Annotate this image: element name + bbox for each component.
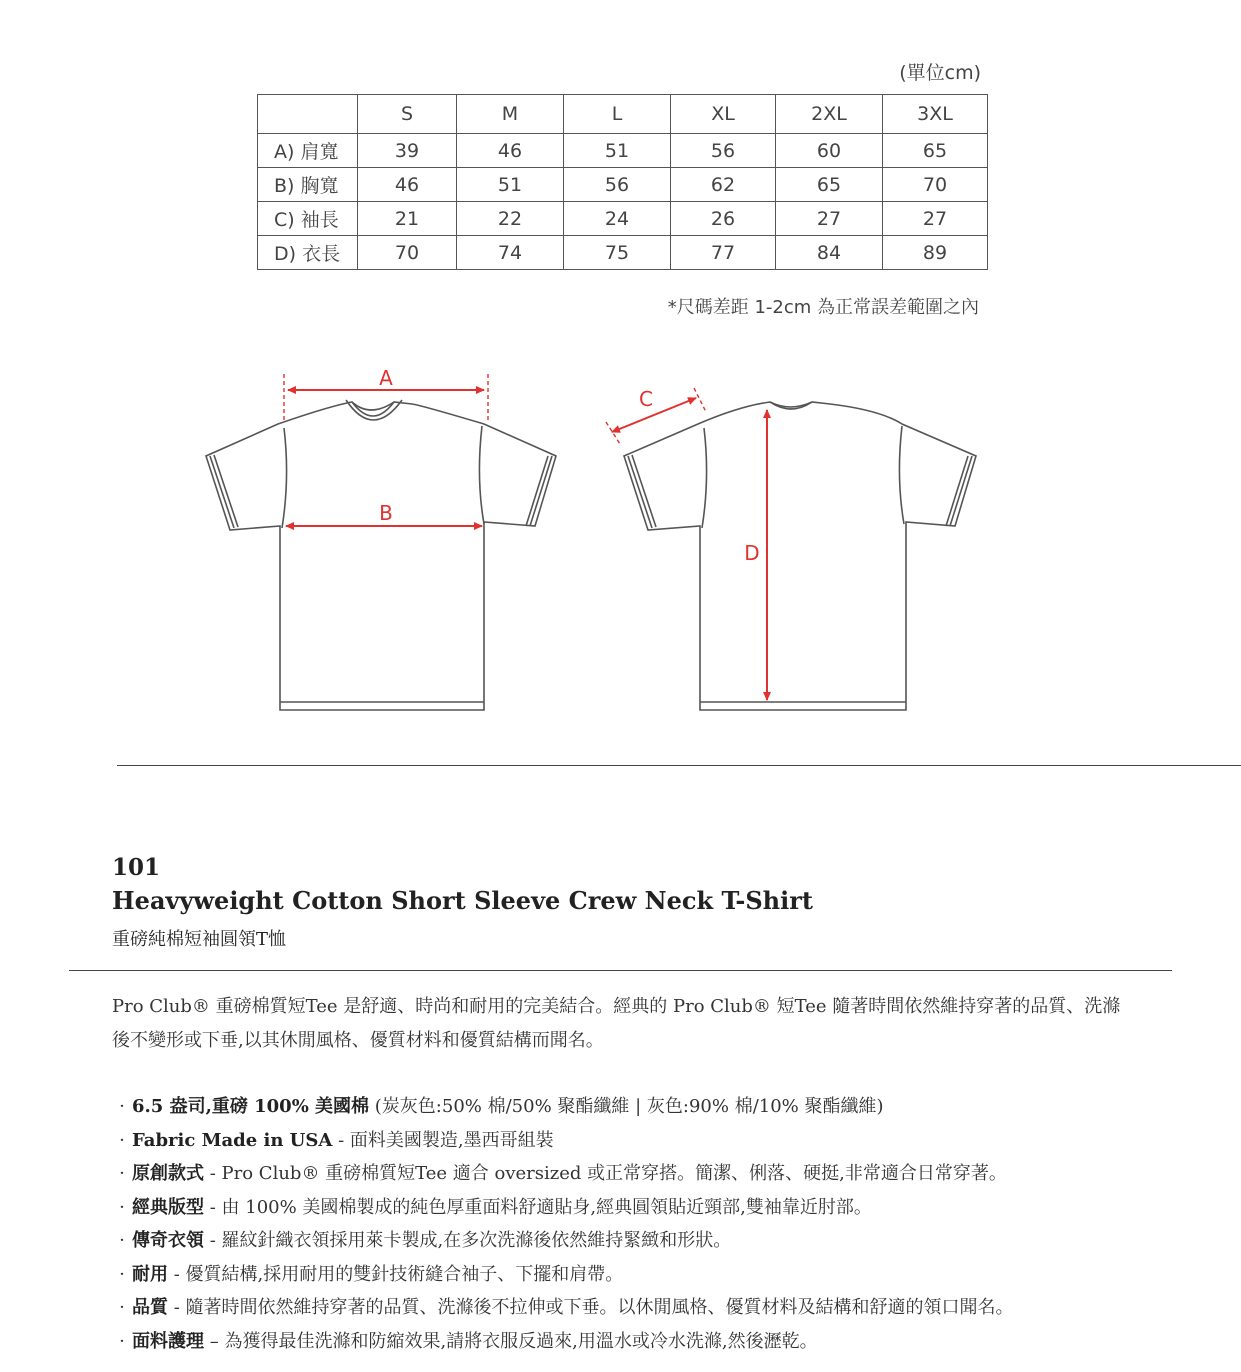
size-value: 24 [564, 202, 671, 236]
tshirt-measurement-diagram [180, 360, 1000, 720]
feature-title: 6.5 盎司,重磅 100% 美國棉 [132, 1096, 370, 1117]
section-divider [117, 765, 1241, 766]
feature-item: · 品質 - 隨著時間依然維持穿著的品質、洗滌後不拉伸或下垂。以休閒風格、優質材料及結構和舒適的領口聞名。 [119, 1297, 1014, 1318]
feature-list [112, 1090, 1222, 1358]
size-value: 74 [457, 236, 564, 270]
tshirt-back-outline [624, 402, 976, 710]
feature-text: - Pro Club® 重磅棉質短Tee 適合 oversized 或正常穿搭。簡潔、俐落、硬挺,非常適合日常穿著。 [204, 1163, 1007, 1184]
row-label: C) 袖長 [258, 202, 358, 236]
header-cell: L [564, 95, 671, 134]
size-chart-table [257, 94, 988, 270]
size-value: 51 [457, 168, 564, 202]
feature-text: - 隨著時間依然維持穿著的品質、洗滌後不拉伸或下垂。以休閒風格、優質材料及結構和舒適的領口聞名。 [168, 1297, 1014, 1318]
feature-title: 傳奇衣領 [132, 1230, 204, 1251]
feature-item: · 6.5 盎司,重磅 100% 美國棉 (炭灰色:50% 棉/50% 聚酯纖維 | 灰色:90% 棉/10% 聚酯纖維) [119, 1096, 884, 1117]
size-row-length [258, 236, 988, 270]
feature-text: – 為獲得最佳洗滌和防縮效果,請將衣服反過來,用溫水或冷水洗滌,然後瀝乾。 [204, 1330, 818, 1352]
feature-item: · 面料護理 – 為獲得最佳洗滌和防縮效果,請將衣服反過來,用溫水或冷水洗滌,然後瀝乾。 [119, 1330, 818, 1352]
feature-item: · 傳奇衣領 - 羅紋針織衣領採用萊卡製成,在多次洗滌後依然維持緊緻和形狀。 [119, 1230, 732, 1251]
size-value: 60 [776, 134, 883, 168]
size-value: 77 [671, 236, 776, 270]
header-cell: XL [671, 95, 776, 134]
size-value: 75 [564, 236, 671, 270]
header-cell: 2XL [776, 95, 883, 134]
feature-title: Fabric Made in USA [132, 1129, 333, 1151]
size-tolerance-note: *尺碼差距 1-2cm 為正常誤差範圍之內 [667, 297, 979, 318]
feature-text: - 羅紋針織衣領採用萊卡製成,在多次洗滌後依然維持緊緻和形狀。 [204, 1230, 732, 1251]
size-value: 46 [358, 168, 457, 202]
feature-item: · Fabric Made in USA - 面料美國製造,墨西哥組裝 [119, 1129, 554, 1151]
size-value: 26 [671, 202, 776, 236]
feature-title: 經典版型 [132, 1196, 204, 1218]
feature-text: (炭灰色:50% 棉/50% 聚酯纖維 | 灰色:90% 棉/10% 聚酯纖維) [369, 1096, 884, 1117]
size-header-row [258, 95, 988, 134]
header-cell [258, 95, 358, 134]
size-value: 56 [671, 134, 776, 168]
header-cell: 3XL [883, 95, 988, 134]
size-row-chest [258, 168, 988, 202]
size-row-shoulder [258, 134, 988, 168]
size-row-sleeve [258, 202, 988, 236]
size-value: 27 [776, 202, 883, 236]
product-title: Heavyweight Cotton Short Sleeve Crew Neck T-Shirt [112, 886, 813, 915]
feature-title: 面料護理 [132, 1330, 204, 1352]
label-b: B [379, 501, 393, 525]
feature-item: · 經典版型 - 由 100% 美國棉製成的純色厚重面料舒適貼身,經典圓領貼近頸部,雙袖靠近肘部。 [119, 1196, 872, 1218]
size-value: 22 [457, 202, 564, 236]
size-value: 70 [358, 236, 457, 270]
feature-item: · 原創款式 - Pro Club® 重磅棉質短Tee 適合 oversized 或正常穿搭。簡潔、俐落、硬挺,非常適合日常穿著。 [119, 1163, 1007, 1184]
product-description: Pro Club® 重磅棉質短Tee 是舒適、時尚和耐用的完美結合。經典的 Pro Club® 短Tee 隨著時間依然維持穿著的品質、洗滌後不變形或下垂,以其休閒風格、優質材料和優質結構而聞名。 [112, 996, 1121, 1051]
size-value: 51 [564, 134, 671, 168]
row-label: A) 肩寬 [258, 134, 358, 168]
size-value: 56 [564, 168, 671, 202]
feature-item: · 耐用 - 優質結構,採用耐用的雙針技術縫合袖子、下擺和肩帶。 [119, 1263, 624, 1285]
size-value: 39 [358, 134, 457, 168]
size-value: 70 [883, 168, 988, 202]
header-cell: S [358, 95, 457, 134]
label-d: D [744, 541, 760, 565]
feature-title: 耐用 [132, 1263, 168, 1285]
size-value: 65 [776, 168, 883, 202]
unit-label: (單位cm) [899, 62, 981, 84]
size-value: 46 [457, 134, 564, 168]
product-model: 101 [112, 854, 161, 881]
row-label: B) 胸寬 [258, 168, 358, 202]
feature-text: - 由 100% 美國棉製成的純色厚重面料舒適貼身,經典圓領貼近頸部,雙袖靠近肘部。 [204, 1196, 872, 1218]
label-c: C [639, 387, 653, 411]
size-value: 65 [883, 134, 988, 168]
feature-text: - 面料美國製造,墨西哥組裝 [332, 1129, 554, 1151]
feature-title: 品質 [132, 1297, 168, 1318]
row-label: D) 衣長 [258, 236, 358, 270]
size-value: 21 [358, 202, 457, 236]
tshirt-front-outline [206, 400, 556, 710]
size-value: 89 [883, 236, 988, 270]
size-value: 62 [671, 168, 776, 202]
product-subtitle: 重磅純棉短袖圓領T恤 [112, 929, 287, 950]
title-divider [69, 970, 1172, 971]
label-a: A [379, 366, 393, 390]
size-value: 27 [883, 202, 988, 236]
size-value: 84 [776, 236, 883, 270]
feature-title: 原創款式 [132, 1163, 204, 1184]
feature-text: - 優質結構,採用耐用的雙針技術縫合袖子、下擺和肩帶。 [168, 1263, 624, 1285]
header-cell: M [457, 95, 564, 134]
